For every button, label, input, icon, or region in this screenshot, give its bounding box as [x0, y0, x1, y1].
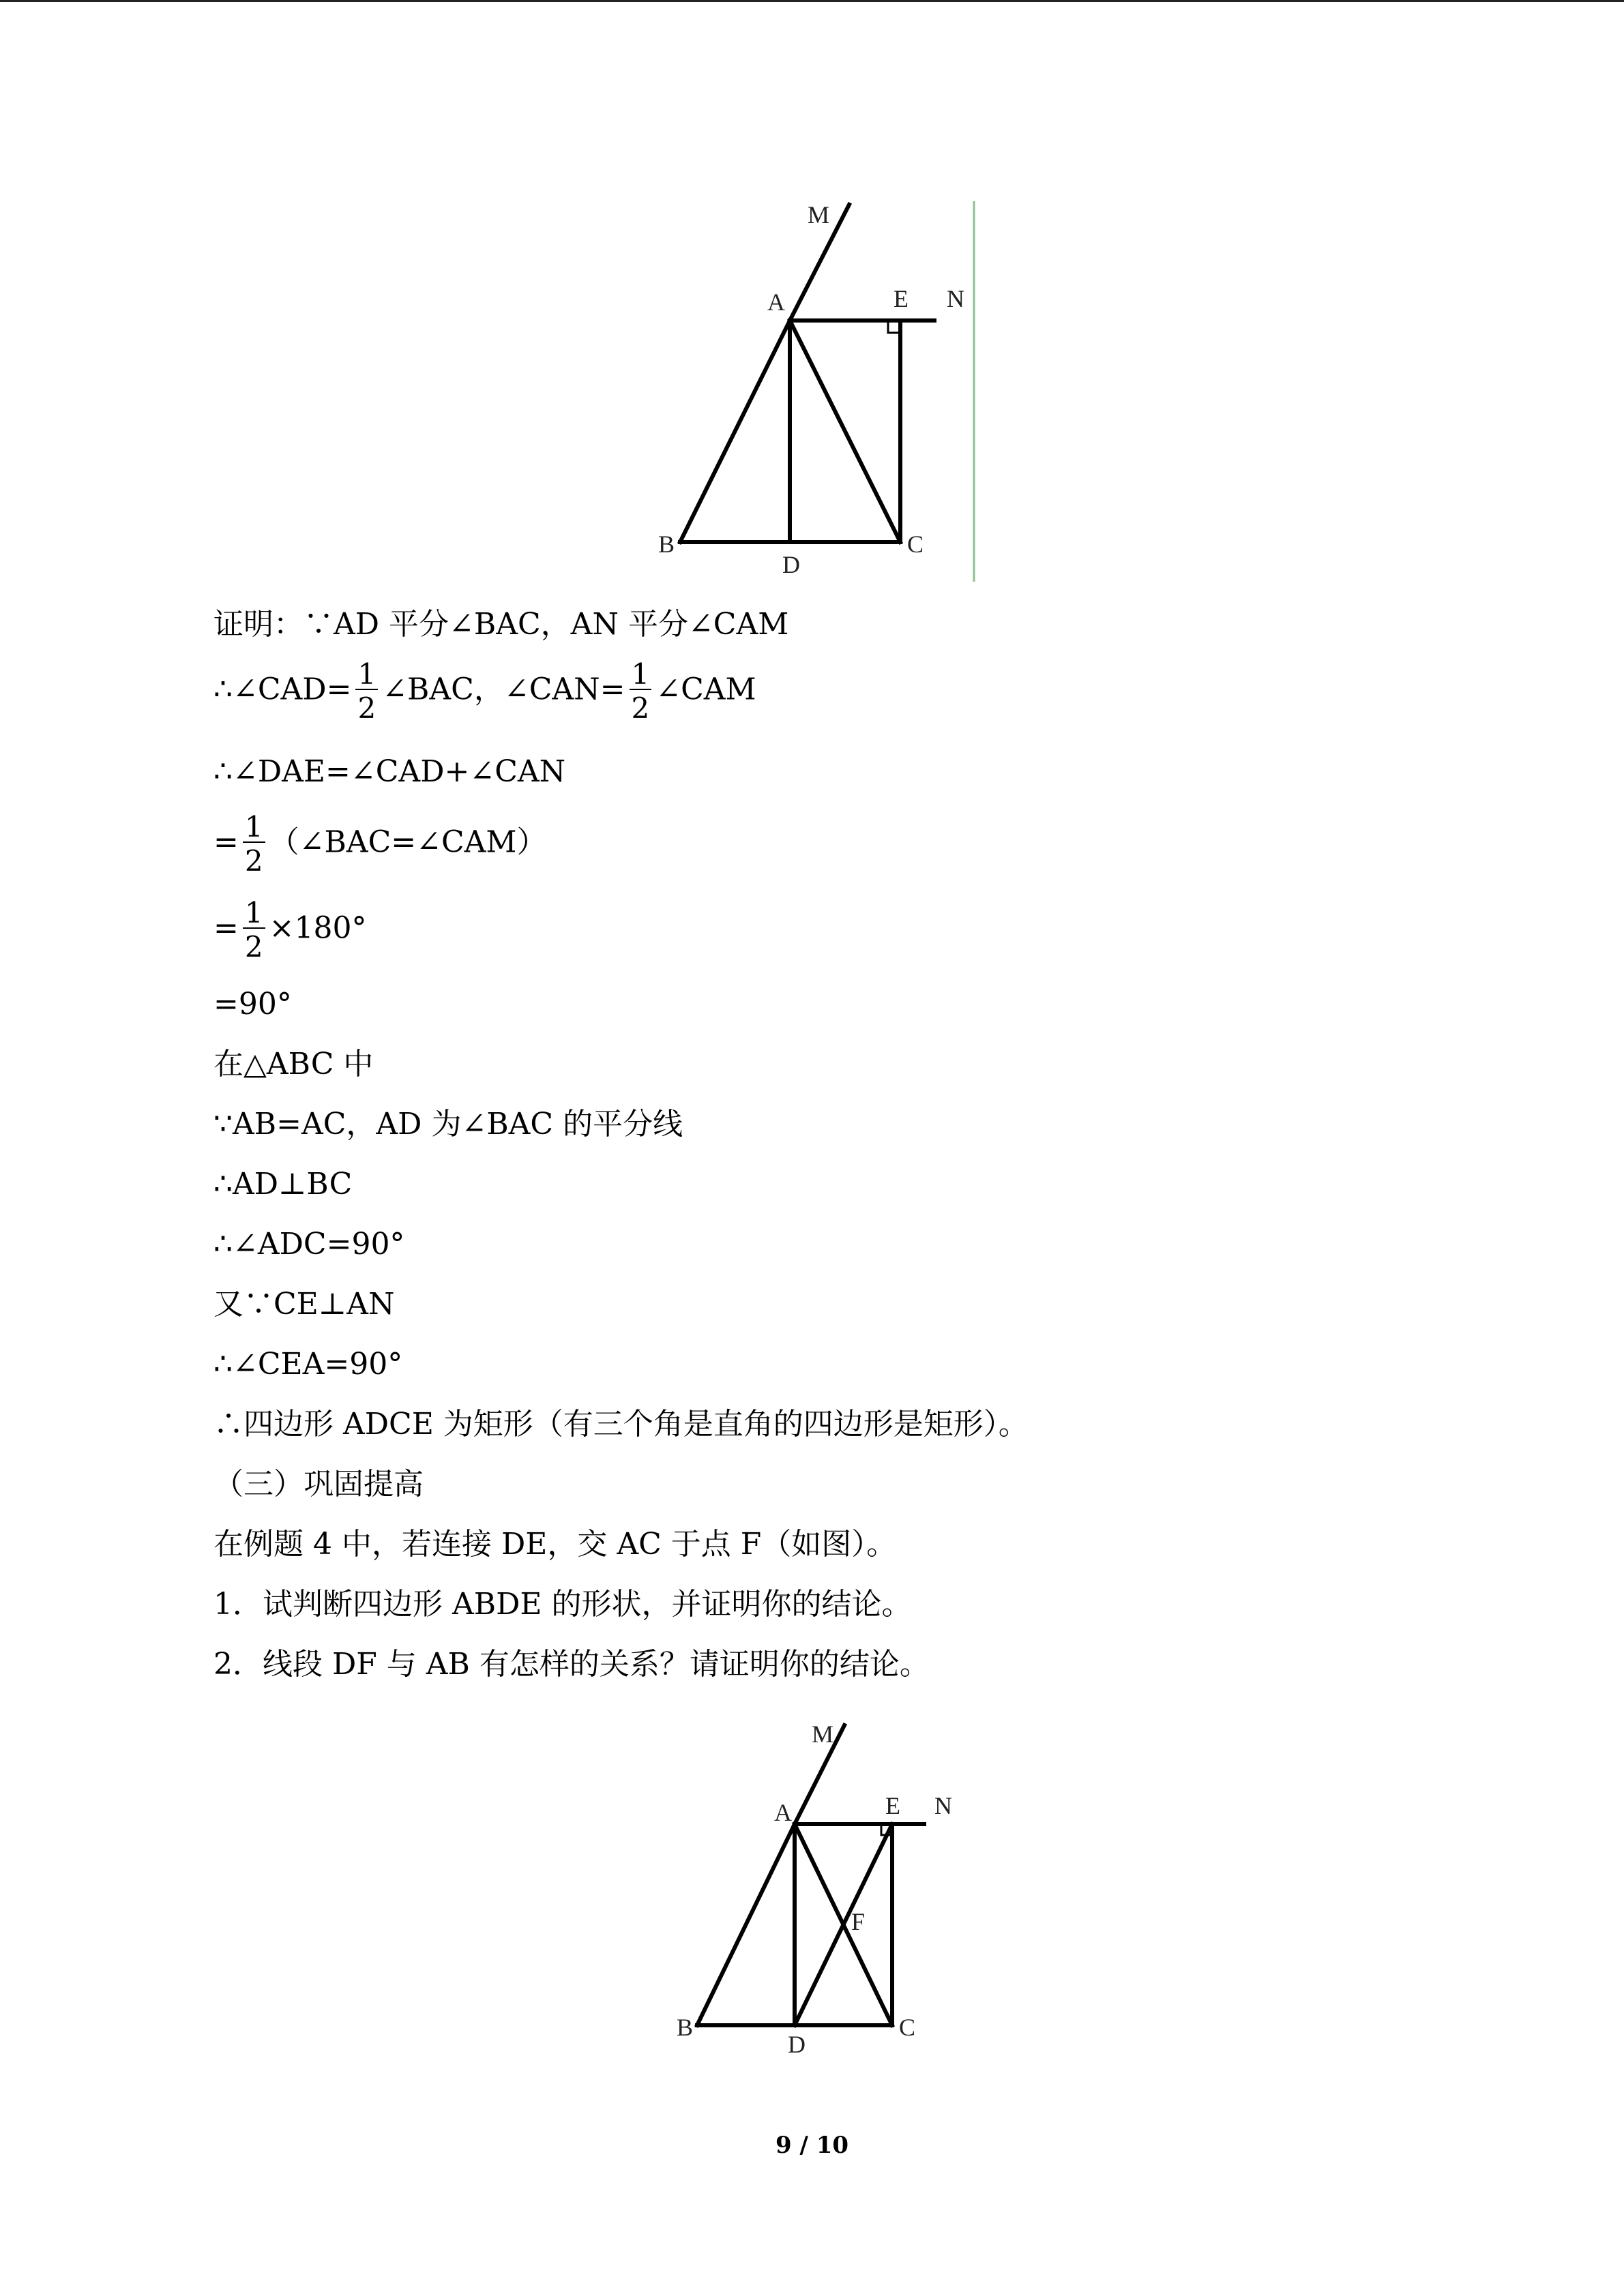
line-ab [697, 1824, 795, 2025]
label-m: M [808, 201, 830, 228]
fraction-numerator: 1 [630, 660, 652, 690]
proof-line-8: ∵AB=AC，AD 为∠BAC 的平分线 [213, 1107, 683, 1142]
fraction-numerator: 1 [355, 660, 378, 690]
exercise-intro: 在例题 4 中，若连接 DE，交 AC 于点 F（如图）。 [213, 1527, 897, 1562]
label-a: A [767, 288, 785, 316]
fraction-half [630, 657, 652, 725]
proof-line-4-b: （∠BAC=∠CAM） [269, 824, 547, 860]
proof-line-5-b: ×180° [269, 910, 367, 946]
fraction-denominator: 2 [244, 930, 263, 964]
proof-line-2-c: ∠CAM [655, 672, 756, 707]
label-b: B [658, 531, 675, 558]
proof-line-10: ∴∠ADC=90° [213, 1227, 405, 1262]
proof-line-11: 又∵CE⊥AN [213, 1287, 395, 1322]
proof-line-7: 在△ABC 中 [213, 1047, 374, 1082]
label-c: C [907, 531, 924, 558]
label-f: F [851, 1908, 866, 1935]
label-b: B [677, 2014, 694, 2041]
proof-line-6: =90° [213, 987, 292, 1022]
proof-line-4-a: = [213, 824, 239, 860]
figure-2-svg [668, 1718, 975, 2059]
fraction-numerator: 1 [243, 899, 265, 929]
label-m: M [812, 1720, 834, 1748]
page-number: 9 / 10 [775, 2132, 849, 2159]
line-ab [680, 320, 790, 542]
section-heading: （三）巩固提高 [213, 1467, 424, 1502]
label-n: N [947, 285, 964, 312]
proof-line-2-b: ∠BAC，∠CAN= [382, 672, 625, 707]
figure-1 [641, 194, 996, 590]
label-a: A [774, 1799, 792, 1826]
proof-line-2-a: ∴∠CAD= [213, 672, 352, 707]
fraction-denominator: 2 [244, 844, 263, 878]
figure-2 [668, 1718, 975, 2059]
line-ac [790, 320, 900, 542]
proof-line-5-a: = [213, 910, 239, 946]
top-border [0, 0, 1624, 2]
label-e: E [894, 285, 909, 312]
proof-line-9: ∴AD⊥BC [213, 1167, 353, 1202]
question-2: 2．线段 DF 与 AB 有怎样的关系？请证明你的结论。 [213, 1647, 930, 1682]
label-d: D [788, 2031, 806, 2058]
label-d: D [782, 551, 800, 578]
fraction-half [243, 810, 265, 878]
proof-line-4 [213, 810, 547, 878]
figure-1-svg [641, 194, 996, 590]
proof-line-3: ∴∠DAE=∠CAD+∠CAN [213, 754, 566, 789]
proof-line-1: 证明：∵AD 平分∠BAC，AN 平分∠CAM [213, 607, 789, 642]
label-n: N [934, 1792, 952, 1819]
fraction-denominator: 2 [631, 691, 650, 725]
fraction-numerator: 1 [243, 813, 265, 843]
proof-line-13: ∴四边形 ADCE 为矩形（有三个角是直角的四边形是矩形）。 [213, 1407, 1029, 1442]
label-c: C [899, 2014, 916, 2041]
fraction-half [243, 896, 265, 964]
fraction-half [355, 657, 378, 725]
proof-line-2 [213, 657, 756, 725]
proof-line-5 [213, 896, 367, 964]
question-1: 1．试判断四边形 ABDE 的形状，并证明你的结论。 [213, 1587, 912, 1622]
proof-line-12: ∴∠CEA=90° [213, 1347, 403, 1382]
fraction-denominator: 2 [357, 691, 377, 725]
label-e: E [885, 1792, 900, 1819]
